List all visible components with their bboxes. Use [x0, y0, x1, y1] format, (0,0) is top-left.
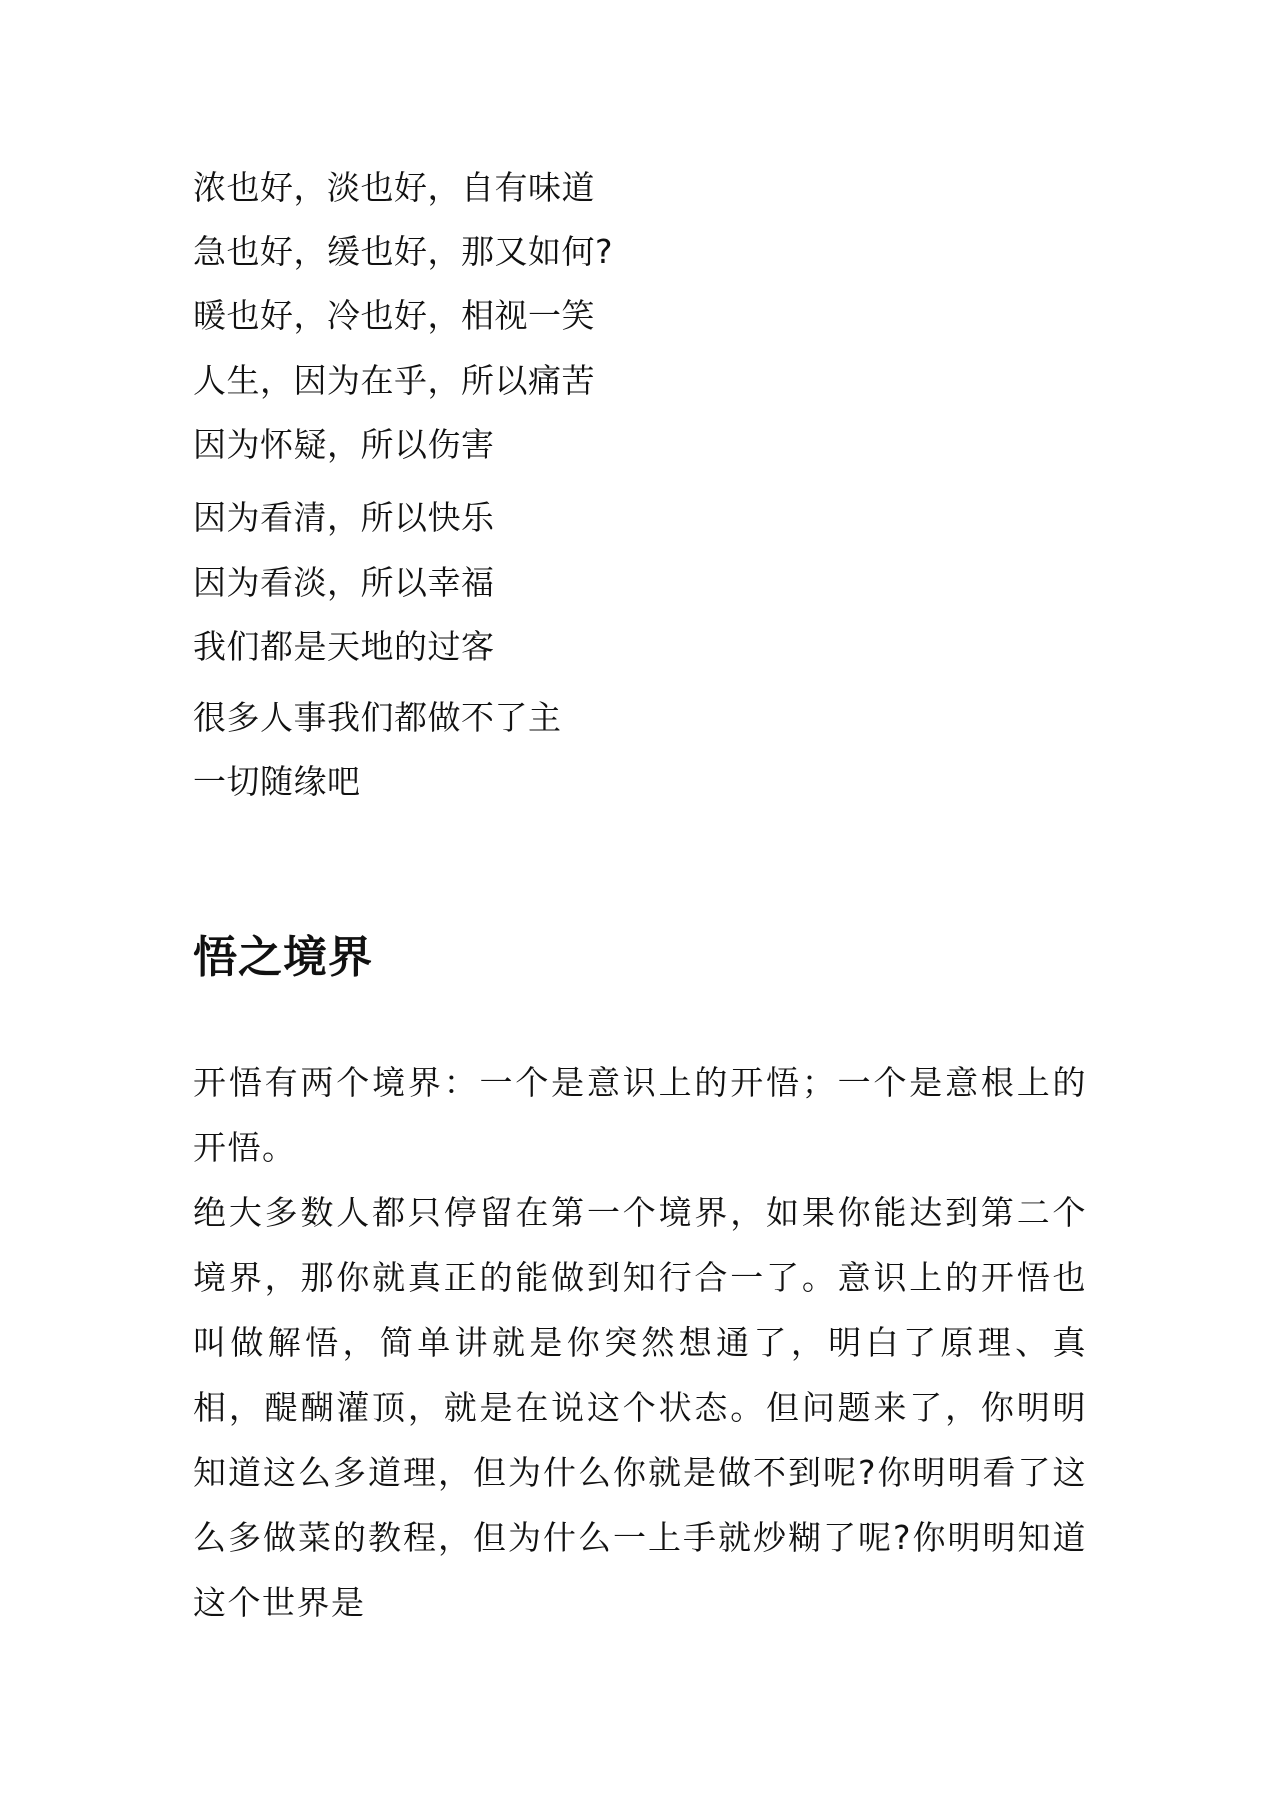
paragraph: 开悟有两个境界：一个是意识上的开悟；一个是意根上的开悟。: [193, 1063, 1087, 1167]
poem-line: 因为看淡，所以幸福: [193, 563, 495, 602]
poem-line: 因为怀疑，所以伤害: [193, 425, 495, 464]
poem-line: 一切随缘吧: [193, 762, 361, 801]
poem-line: 暖也好，冷也好，相视一笑: [193, 296, 595, 335]
section-body: [193, 1050, 1087, 1635]
paragraph: 绝大多数人都只停留在第一个境界，如果你能达到第二个境界，那你就真正的能做到知行合一了。意识上的开悟也叫做解悟，简单讲就是你突然想通了，明白了原理、真相，醍醐灌顶，就是在说这个状态。但问题来了，你明明知道这么多道理，但为什么你就是做不到呢?你明明看了这么多做菜的教程，但为什么一上手就炒糊了呢?你明明知道这个世界是: [193, 1193, 1087, 1622]
section-title: 悟之境界: [193, 932, 373, 983]
poem-line: 浓也好，淡也好，自有味道: [193, 168, 595, 207]
poem-line: 急也好，缓也好，那又如何?: [193, 232, 614, 271]
poem-line: 我们都是天地的过客: [193, 627, 495, 666]
poem-line: 很多人事我们都做不了主: [193, 698, 562, 737]
poem-line: 因为看清，所以快乐: [193, 498, 495, 537]
poem-line: 人生，因为在乎，所以痛苦: [193, 361, 595, 400]
